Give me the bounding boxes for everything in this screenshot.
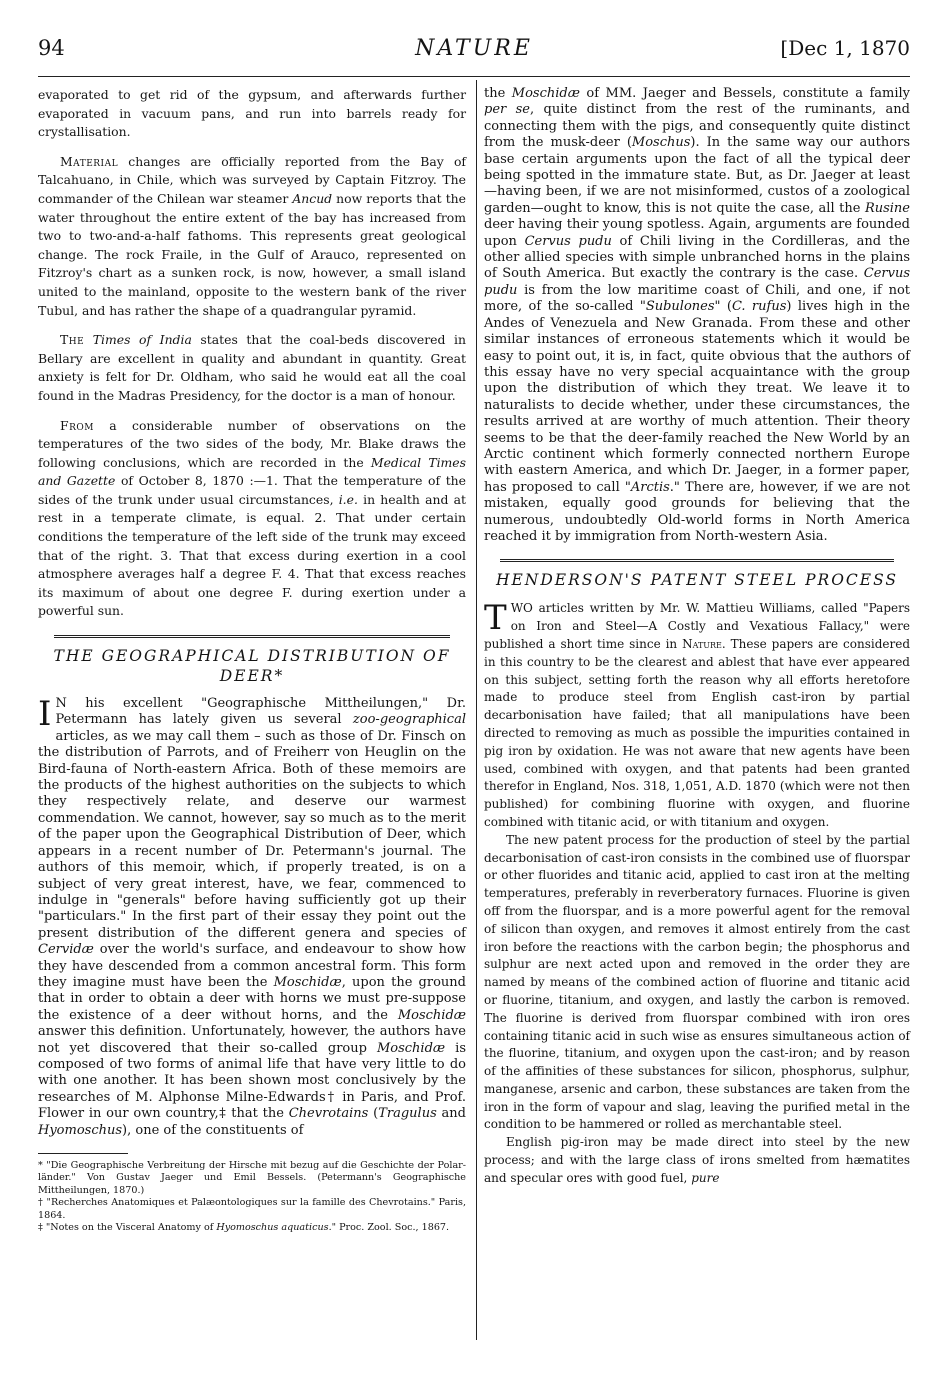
- footnote-rule: [38, 1153, 128, 1154]
- temperature-lead: From: [60, 417, 94, 433]
- steel-paragraph-2: The new patent process for the production of steel by the partial decarbonisation of cast-iron consists in the combined use of fluorspar or other fluorides and titanic acid, applied to cast iron at the melting temperatures, preferably in reverberatory furnaces. Fluorine is given off from the fluorspar, and is a more powerful agent for the removal of silicon than oxygen, and removes it almost entirely from the cast iron before the reactions with the carbon begin; the phosphorus and sulphur are next acted upon and removed in the order they are named by means of the combined action of fluorine and titanic acid or fluorine, titanium, and oxygen, and lastly the carbon is removed. The fluorine is derived from fluorspar combined with iron ores containing titanic acid in such wise as ensures simultaneous action of the fluorine, titanium, and oxygen upon the cast-iron; and by reason of the affinities of these substances for silicon, phosphorus, sulphur, manganese, arsenic and carbon, these substances are taken from the iron in the form of vapour and slag, leaving the purified metal in the condition to be hammered or rolled as merchantable steel.: [484, 832, 910, 1132]
- column-divider: [476, 80, 477, 1340]
- drop-cap: I: [38, 694, 52, 735]
- footnote-1: * "Die Geographische Verbreitung der Hirsche mit bezug auf die Geschichte der Polar-länder." Von Gustav Jaeger und Emil Bessels. (Petermann's Geographische Mittheilungen, 1870.): [38, 1160, 466, 1196]
- footnote-2: † "Recherches Anatomiques et Palæontologiques sur la famille des Chevrotains." Paris, 1864.: [38, 1197, 466, 1221]
- left-column: [38, 86, 466, 1234]
- issue-date: [Dec 1, 1870: [780, 36, 910, 60]
- coal-lead: The: [60, 332, 85, 348]
- section-rule: [500, 559, 894, 562]
- journal-title: NATURE: [415, 36, 533, 61]
- deer-article-heading: THE GEOGRAPHICAL DISTRIBUTION OF DEER*: [53, 647, 451, 686]
- header-rule: [38, 76, 910, 77]
- page-header: [38, 36, 910, 70]
- drop-cap: T: [484, 598, 507, 639]
- section-rule: [54, 635, 450, 638]
- right-column: [484, 86, 910, 1188]
- page-number: 94: [38, 36, 65, 60]
- talcahuano-paragraph: Material changes are officially reported from the Bay of Talcahuano, in Chile, which was surveyed by Captain Fitzroy. The commander of the Chilean war steamer Ancud now reports that the water throughout the entire extent of the bay has increased from two to two-and-a-half fathoms. This represents great geological change. The rock Fraile, in the Gulf of Arauco, represented on Fitzroy's chart as a sunken rock, is now, however, a small island united to the mainland, opposite to the western bank of the river Tubul, and has rather the shape of a quadrangular pyramid.: [38, 153, 466, 318]
- footnote-3: ‡ "Notes on the Visceral Anatomy of Hyomoschus aquaticus." Proc. Zool. Soc., 1867.: [38, 1222, 450, 1234]
- talcahuano-lead: Material: [60, 153, 119, 169]
- deer-article-continuation: the Moschidæ of MM. Jaeger and Bessels, constitute a family per se, quite distinct from the rest of the ruminants, and connecting them with the pigs, and consequently quite distinct from the musk-deer (Moschus). In the same way our authors base certain arguments upon the fact of all the typical deer being spotted in the immature state. But, as Dr. Jaeger at least—having been, if we are not misinformed, custos of a zoological garden—ought to know, this is not quite the case, all the Rusine deer having their young spotless. Again, arguments are founded upon Cervus pudu of Chili living in the Cordilleras, and the other allied species with simple unbranched horns in the plains of South America. But exactly the contrary is the case. Cervus pudu is from the low maritime coast of Chili, and one, if not more, of the so-called "Subulones" (C. rufus) lives high in the Andes of Venezuela and New Granada. From these and other similar instances of erroneous statements which it would be easy to point out, it is, in fact, quite obvious that the authors of this essay have no very special acquaintance with the group upon the distribution of which they treat. We leave it to naturalists to decide whether, under these circumstances, the results arrived at are worthy of much attention. Their theory seems to be that the deer-family reached the New World by an Arctic continent which formerly connected northern Europe with eastern America, and which Dr. Jaeger, in a former paper, has proposed to call "Arctis." There are, however, if we are not mistaken, equally good grounds for believing that the numerous, undoubtedly Old-world forms in North America reached it by immigration from North-western Asia.: [484, 86, 911, 544]
- steel-paragraph-3: English pig-iron may be made direct into steel by the new process; and with the large class of irons smelted from hæmatites and specular ores with good fuel, pure: [484, 1135, 910, 1185]
- steel-paragraph-1: TWO articles written by Mr. W. Mattieu Williams, called "Papers on Iron and Steel—A Costly and Vexatious Fallacy," were published a short time since in Nature. These papers are considered in this country to be the clearest and ablest that have ever appeared on this subject, setting forth the reason why all efforts heretofore made to produce steel from English cast-iron by partial decarbonisation have failed; that all manipulations have been directed to removing as much as possible the impurities contained in pig iron by oxidation. He was not aware that new agents have been used, combined with oxygen, and that patents had been granted therefor in England, Nos. 318, 1,051, A.D. 1870 (which were not then published) for combining fluorine with oxygen, and fluorine combined with titanic acid, or with titanium and oxygen.: [484, 598, 910, 829]
- deer-article-body: I N his excellent "Geographische Mittheilungen," Dr. Petermann has lately given us several zoo-geographical articles, as we may call them – such as those of Dr. Finsch on the distribution of Parrots, and of Freiherr von Heuglin on the Bird-fauna of North-eastern Africa. Both of these memoirs are the products of the highest authorities on the subjects to which they respectively relate, and deserve our warmest commendation. We cannot, however, say so much as to the merit of the paper upon the Geographical Distribution of Deer, which appears in a recent number of Dr. Petermann's journal. The authors of this memoir, which, if properly treated, is on a subject of very great interest, have, we fear, commenced to indulge in "generals" before having sufficiently got up their "particulars." In the first part of their essay they point out the present distribution of the different genera and species of Cervidæ over the world's surface, and endeavour to show how they have descended from a common ancestral form. This form they imagine must have been the Moschidæ, upon the ground that in order to obtain a deer with horns we must pre-suppose the existence of a deer without horns, and the Moschidæ answer this definition. Unfortunately, however, the authors have not yet discovered that their so-called group Moschidæ is composed of two forms of animal life that have very little to do with one another. It has been shown most conclusively by the researches of M. Alphonse Milne-Edwards† in Paris, and Prof. Flower in our own country,‡ that the Chevrotains (Tragulus and Hyomoschus), one of the constituents of: [38, 694, 467, 1138]
- steel-article-heading: HENDERSON'S PATENT STEEL PROCESS: [495, 571, 899, 590]
- gypsum-paragraph: evaporated to get rid of the gypsum, and afterwards further evaporated in vacuum pans, and run into barrels ready for crystallisation.: [38, 87, 466, 140]
- coal-beds-paragraph: The Times of India states that the coal-beds discovered in Bellary are excellent in quality and abundant in quantity. Great anxiety is felt for Dr. Oldham, who said he would eat all the coal found in the Madras Presidency, for the doctor is a man of honour.: [38, 332, 466, 403]
- temperature-paragraph: From a considerable number of observations on the temperatures of the two sides of the body, Mr. Blake draws the following conclusions, which are recorded in the Medical Times and Gazette of October 8, 1870 :—1. That the temperature of the sides of the trunk under usual circumstances, i.e. in health and at rest in a temperate climate, is equal. 2. That under certain conditions the temperature of the left side of the trunk may exceed that of the right. 3. That that excess during exertion in a cool atmosphere averages half a degree F. 4. That that excess reaches its maximum of about one degree F. during exertion under a powerful sun.: [38, 417, 466, 619]
